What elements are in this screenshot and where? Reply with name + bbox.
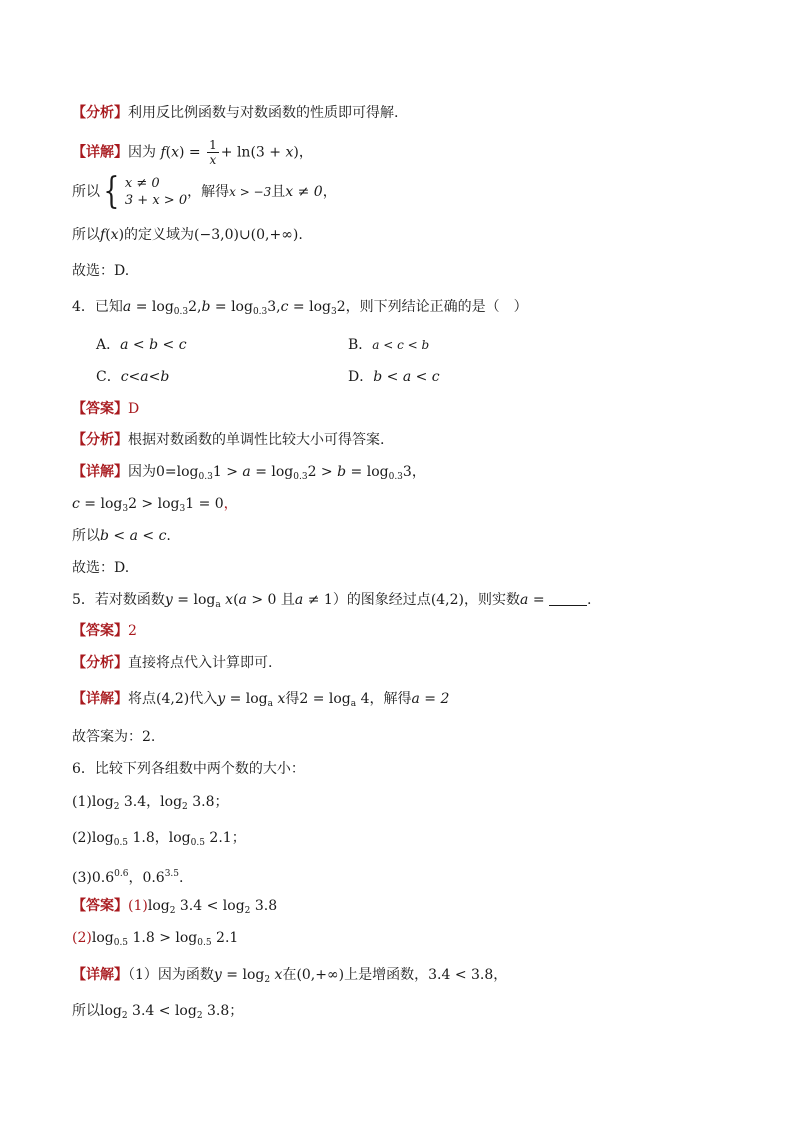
answer-label: 【答案】: [72, 623, 128, 639]
p1-cond2: x ≠ 0: [285, 184, 323, 200]
q4-choose-line: [72, 559, 129, 577]
q6-p3-label: (3): [72, 870, 92, 886]
q6-stem-text: 6．比较下列各组数中两个数的大小：: [72, 761, 305, 777]
q6-detail-c: 上是增函数，: [344, 967, 429, 983]
q4-c-line: $c = \log_32 > \log_31 = 0$，: [72, 496, 238, 514]
q5-detail-c: 得: [285, 691, 300, 707]
q4-analysis-text: 根据对数函数的单调性比较大小可得答案.: [128, 432, 385, 448]
detail-label: 【详解】: [72, 691, 128, 707]
q5-answer-blank[interactable]: [549, 593, 587, 606]
q4-choose-text: 故选：D.: [72, 560, 130, 576]
p1-domain-prefix: 所以: [72, 227, 100, 243]
q5-final-text: 故答案为：2.: [72, 729, 156, 745]
q6-so-line: 所以$\log_2 3.4 < \log_2 3.8$；: [72, 1003, 244, 1021]
q4-line2-end: ，: [223, 496, 238, 512]
q4-so-prefix: 所以: [72, 528, 100, 544]
p1-choose-line: [72, 262, 129, 280]
p1-sys-line2: 3 + x > 0: [124, 193, 188, 208]
p1-detail-prefix: 因为: [128, 144, 156, 161]
q4-so-line: 所以b < a < c.: [72, 528, 171, 544]
q6-stem: [72, 760, 305, 778]
q5-answer-value: 2: [128, 623, 137, 639]
q6-sep: ，: [146, 794, 161, 810]
q5-answer-line: [72, 622, 137, 640]
q4-option-b-text: a < c < b: [372, 338, 430, 352]
q6-detail-a: （1）因为函数: [128, 967, 214, 983]
p1-and-text: 且: [271, 184, 286, 200]
q4-option-d[interactable]: [348, 368, 440, 386]
q5-detail-d: ，解得: [369, 691, 412, 707]
q5-detail-result: a = 2: [411, 691, 450, 707]
detail-label: 【详解】: [72, 464, 128, 480]
q5-point: (4,2): [430, 592, 465, 608]
p1-domain-mid: 的定义域为: [124, 227, 195, 243]
p1-sys-line1: x ≠ 0: [124, 176, 160, 191]
q6-answer-line2: $(2)\log_{0.5}$ $1.8 > \log_{0.5} 2.1$: [72, 930, 239, 948]
p1-function-formula: f: [160, 144, 166, 161]
q4-option-a-text: a < b < c: [120, 337, 187, 353]
q4-stem-end: ，则下列结论正确的是（ ）: [345, 299, 528, 315]
q4-answer-line: [72, 400, 139, 418]
q5-end: .: [587, 592, 592, 608]
p1-detail-suffix: ，: [298, 144, 313, 161]
q5-final-line: [72, 728, 155, 746]
q4-number: 4．已知: [72, 299, 123, 315]
p1-analysis-text: 利用反比例函数与对数函数的性质即可得解.: [128, 105, 399, 121]
q6-semi: ；: [214, 794, 229, 810]
q6-ineq: 3.4 < 3.8: [428, 967, 494, 983]
p1-detail-line: 【详解】因为 f(x) = $\frac{1}{x}$ + ln(3 + x)，: [72, 138, 313, 167]
q4-detail-line: 【详解】因为$0=\log_{0.3}1 > a = \log_{0.3}2 > b = \log_{0.3}3$，: [72, 464, 426, 482]
q6-p2-label: (2): [72, 830, 92, 846]
p1-system-line: [72, 171, 337, 212]
q4-option-c[interactable]: [96, 368, 169, 386]
q6-semi: ；: [231, 830, 246, 846]
q4-analysis-line: [72, 431, 384, 449]
p1-comma: ，: [322, 184, 337, 200]
detail-label: 【详解】: [72, 967, 128, 983]
detail-label: 【详解】: [72, 144, 128, 161]
q6-part1: $(1)\log_2$ 3.4，$\log_2 3.8$；: [72, 794, 229, 812]
q5-detail-b: 代入: [189, 691, 218, 707]
q6-dot: .: [179, 870, 184, 886]
q4-option-a[interactable]: [96, 336, 187, 354]
q5-analysis-line: [72, 654, 272, 672]
q5-detail-a: 将点: [128, 691, 156, 707]
q6-p1-label: (1): [72, 794, 92, 810]
analysis-label: 【分析】: [72, 655, 128, 671]
q4-option-c-text: c<a<b: [120, 369, 170, 385]
q6-detail-line: 【详解】（1）因为函数$y = \log_2 x$在(0,+∞)上是增函数，3.4 < 3.8，: [72, 967, 508, 985]
answer-label: 【答案】: [72, 898, 128, 914]
p1-solve-text: ，解得: [187, 184, 230, 200]
p1-fraction: $\frac{1}{x}$: [209, 138, 217, 167]
q6-sep: ，: [154, 830, 169, 846]
q5-mid2: ，则实数: [464, 592, 521, 608]
p1-inequality-system: { x ≠ 0 3 + x > 0: [103, 171, 188, 212]
q6-so-prefix: 所以: [72, 1003, 100, 1019]
q4-option-d-letter: D．: [348, 369, 374, 385]
q5-mid1: 的图象经过点: [346, 592, 431, 608]
q4-so-value: b < a < c: [100, 528, 167, 544]
q4-detail-prefix: 因为: [128, 464, 156, 480]
q5-number: 5．若对数函数: [72, 592, 165, 608]
q5-detail-line: 【详解】将点(4,2)代入$y = \log_a x$得$2 = \log_a 4$，解得a = 2: [72, 691, 450, 709]
q4-option-a-letter: A．: [96, 337, 121, 353]
analysis-label: 【分析】: [72, 105, 128, 121]
p1-analysis-line: [72, 104, 398, 122]
p1-domain-value: (−3,0)∪(0,+∞): [194, 227, 299, 243]
p1-domain-line: 所以f(x)的定义域为(−3,0)∪(0,+∞).: [72, 227, 303, 243]
q4-option-b[interactable]: [348, 336, 429, 354]
q6-semi: ；: [229, 1003, 244, 1019]
q4-option-b-letter: B．: [348, 337, 373, 353]
p1-choose-text: 故选：D.: [72, 263, 130, 279]
q4-option-d-text: b < a < c: [373, 369, 440, 385]
q6-part2: $(2)\log_{0.5}$ 1.8，$\log_{0.5} 2.1$；: [72, 830, 246, 848]
p1-cond1: x > −3: [229, 185, 272, 199]
p1-so-prefix: 所以: [72, 184, 100, 200]
q6-interval: (0,+∞): [296, 967, 345, 983]
q6-detail-b: 在: [282, 967, 297, 983]
q6-part3: $(3)0.6^{0.6}$，$0.6^{3.5}$.: [72, 869, 184, 886]
q4-answer-value: D: [128, 401, 140, 417]
q4-option-c-letter: C．: [96, 369, 121, 385]
q6-detail-end: ，: [493, 967, 508, 983]
answer-label: 【答案】: [72, 401, 128, 417]
q5-stem: 5．若对数函数$y = \log_a x(a > 0$ 且a ≠ 1）的图象经过点(4,2)，则实数a = .: [72, 592, 592, 610]
q6-sep: ，: [128, 870, 143, 886]
analysis-label: 【分析】: [72, 432, 128, 448]
q6-answer-line1: 【答案】$(1)\log_2$ $3.4 < \log_2 3.8$: [72, 898, 278, 916]
q4-stem: 4．已知$a = \log_{0.3}2,b = \log_{0.3}3,c = \log_32$，则下列结论正确的是（ ）: [72, 299, 528, 317]
q5-analysis-text: 直接将点代入计算即可.: [128, 655, 273, 671]
